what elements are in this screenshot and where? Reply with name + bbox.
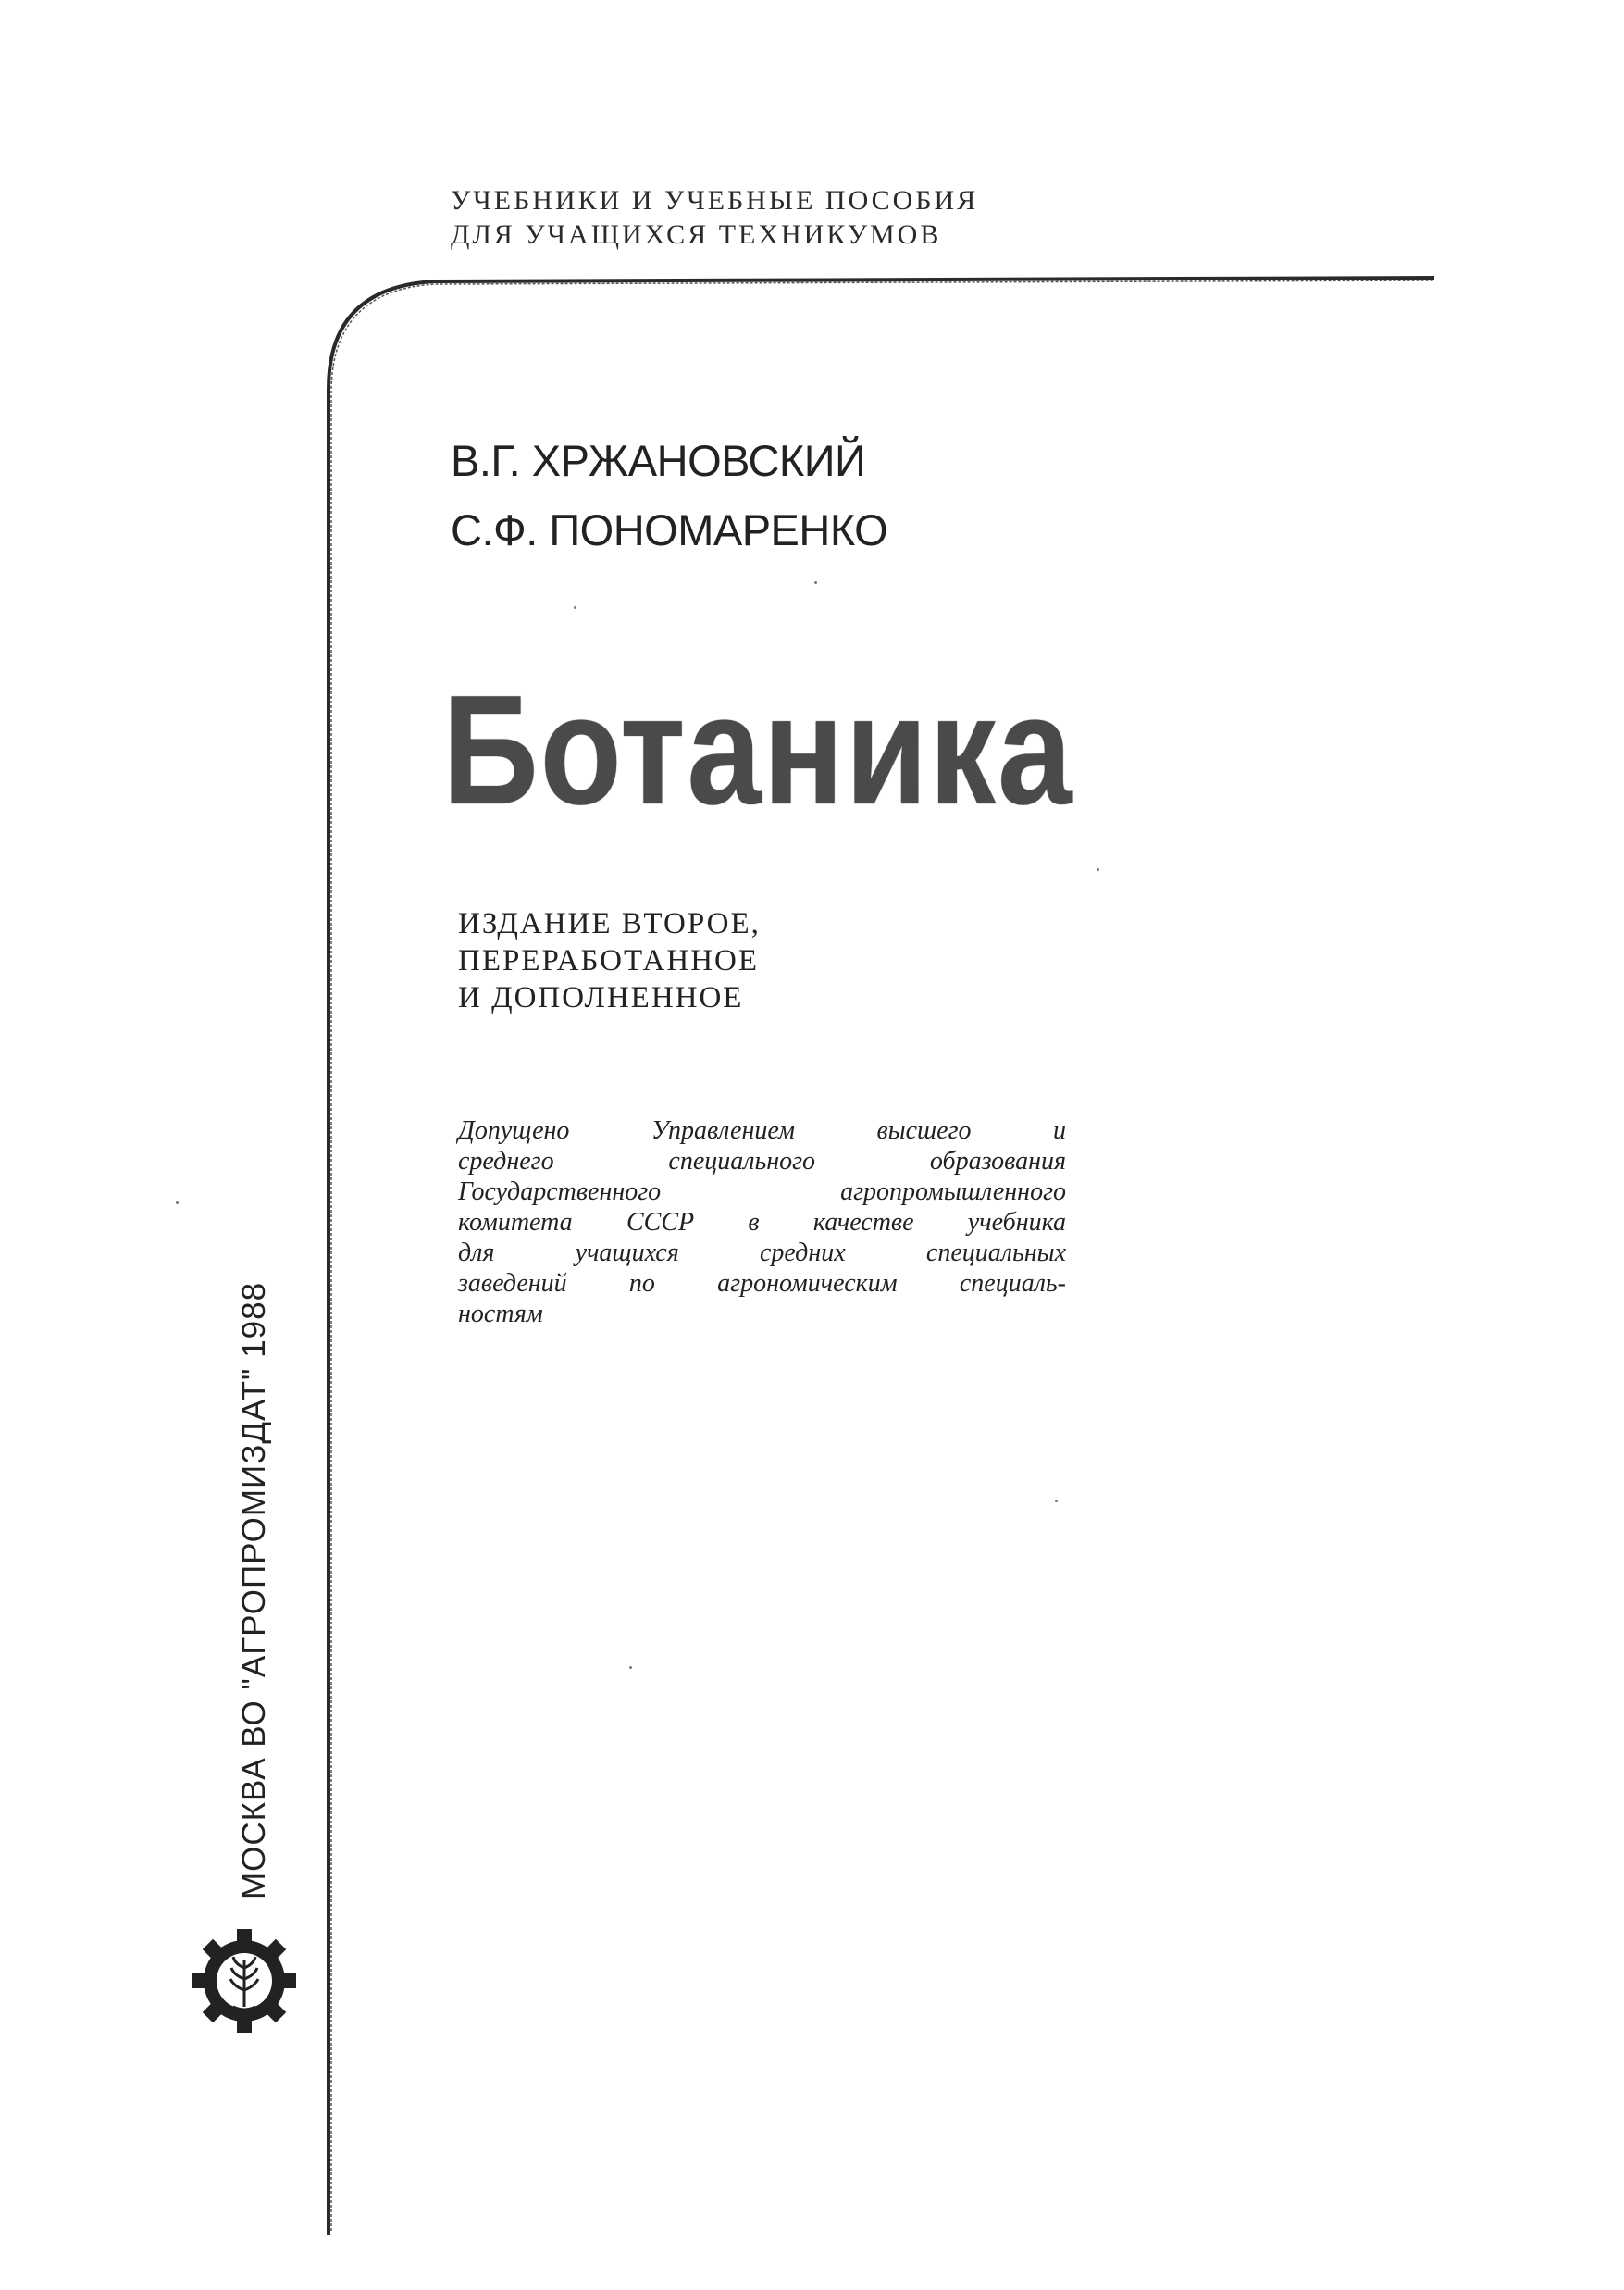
book-title: Ботаника — [442, 663, 1074, 837]
paper-speck — [176, 1201, 179, 1204]
paper-speck — [1055, 1500, 1058, 1502]
edition-line-1: ИЗДАНИЕ ВТОРОЕ, — [458, 907, 761, 940]
approval-line: комитета СССР в качестве учебника — [458, 1208, 1066, 1237]
approval-line: заведений по агрономическим специаль- — [458, 1269, 1066, 1298]
agropromizdat-gear-logo-icon — [189, 1925, 300, 2036]
series-line-2: ДЛЯ УЧАЩИХСЯ ТЕХНИКУМОВ — [451, 219, 942, 250]
approval-statement — [458, 1115, 1066, 1329]
approval-line: ностям — [458, 1300, 543, 1328]
paper-speck — [629, 1666, 632, 1669]
edition-line-3: И ДОПОЛНЕННОЕ — [458, 981, 744, 1014]
approval-line: Государственного агропромышленного — [458, 1177, 1066, 1206]
paper-speck — [1097, 868, 1099, 871]
paper-speck — [574, 606, 576, 609]
paper-speck — [814, 581, 817, 584]
approval-line: для учащихся средних специальных — [458, 1238, 1066, 1267]
approval-line: среднего специального образования — [458, 1147, 1066, 1176]
authors — [451, 426, 887, 565]
author-1: В.Г. ХРЖАНОВСКИЙ — [451, 436, 866, 485]
author-2: С.Ф. ПОНОМАРЕНКО — [451, 505, 888, 554]
approval-line: Допущено Управлением высшего и — [458, 1116, 1066, 1145]
series-line-1: УЧЕБНИКИ И УЧЕБНЫЕ ПОСОБИЯ — [451, 185, 979, 216]
edition-note — [458, 905, 761, 1016]
publisher-imprint: МОСКВА ВО "АГРОПРОМИЗДАТ" 1988 — [236, 1281, 272, 1899]
edition-line-2: ПЕРЕРАБОТАННОЕ — [458, 944, 760, 977]
